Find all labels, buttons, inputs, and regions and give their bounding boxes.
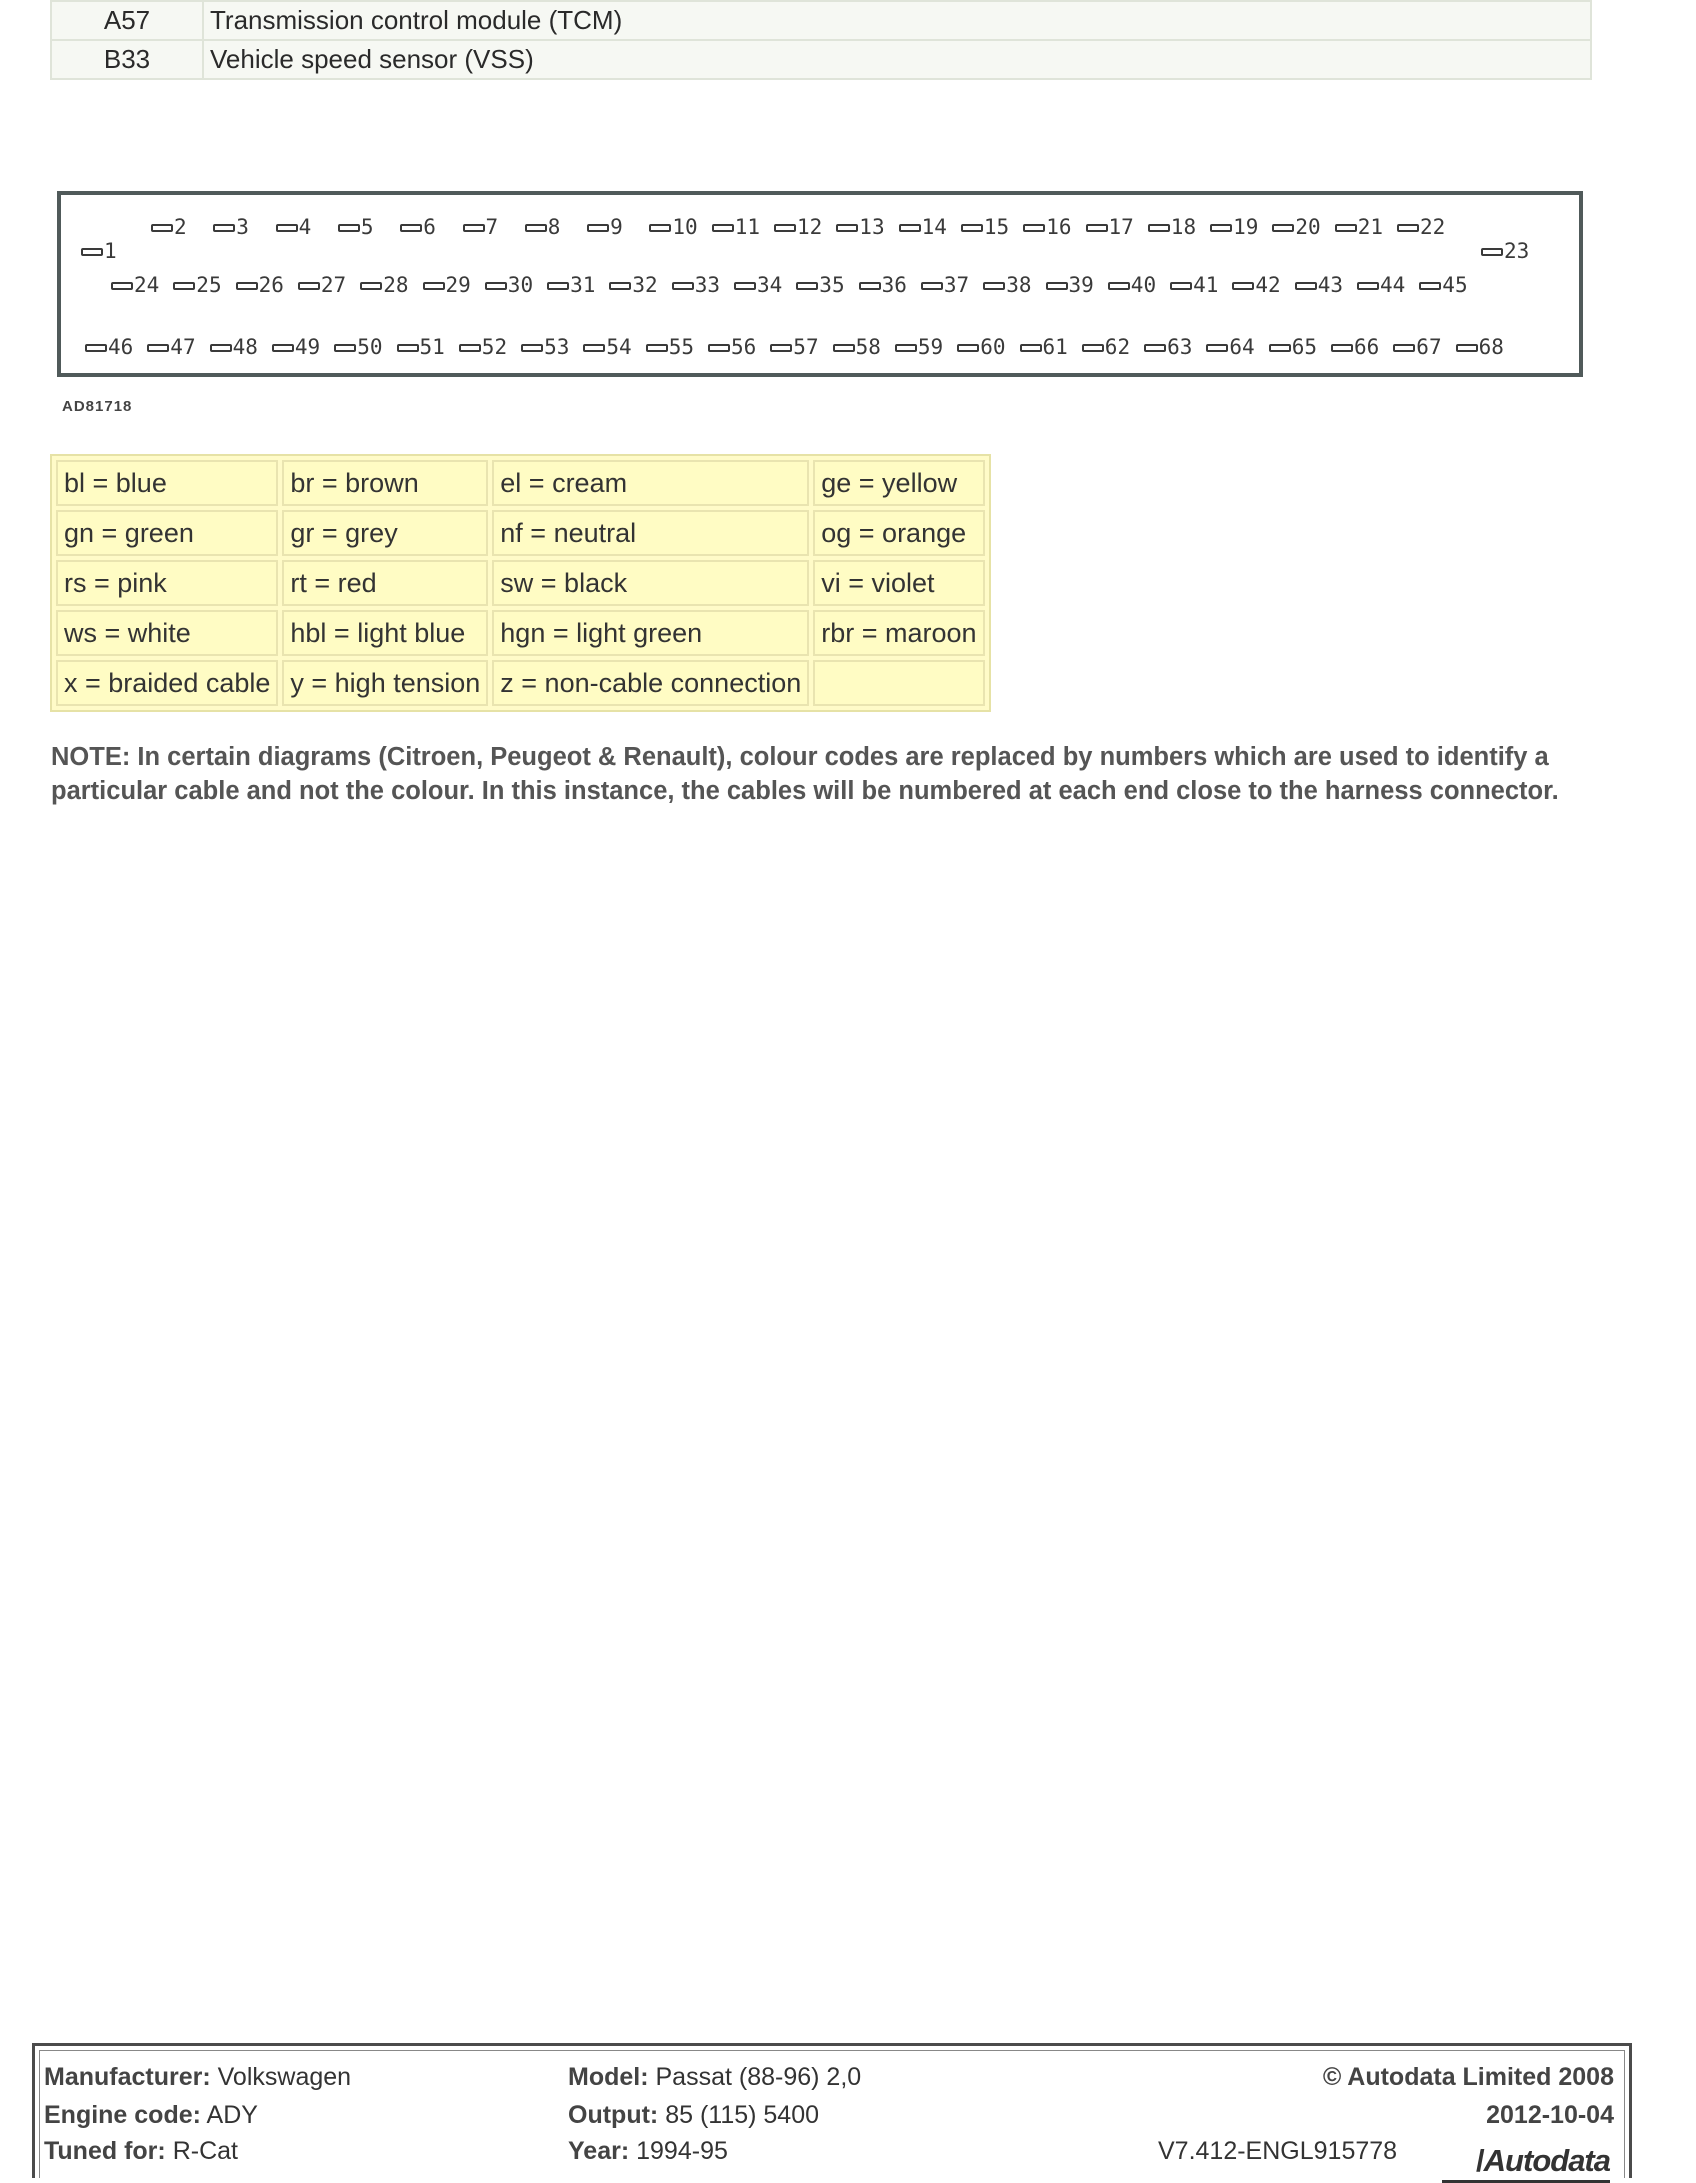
pin-socket-icon — [957, 344, 979, 352]
connector-pin-3 — [213, 217, 249, 238]
pin-socket-icon — [298, 282, 320, 290]
pin-number: 60 — [980, 335, 1006, 359]
pin-number: 15 — [983, 215, 1010, 239]
pin-number: 52 — [481, 335, 508, 359]
pin-socket-icon — [1335, 224, 1357, 232]
connector-pin-6 — [400, 217, 436, 238]
connector-pin-54 — [583, 337, 631, 358]
year-value: 1994-95 — [636, 2137, 728, 2165]
pin-number: 30 — [507, 273, 534, 297]
legend-cell — [813, 660, 984, 706]
connector-pin-42 — [1232, 275, 1280, 296]
output-field — [568, 2101, 819, 2130]
pin-socket-icon — [1397, 224, 1419, 232]
connector-pin-57 — [770, 337, 818, 358]
pin-socket-icon — [521, 344, 543, 352]
pin-number: 47 — [170, 335, 196, 359]
connector-pin-9 — [587, 217, 623, 238]
pin-socket-icon — [1082, 344, 1104, 352]
pin-socket-icon — [1393, 344, 1415, 352]
model-value: Passat (88-96) 2,0 — [655, 2063, 862, 2091]
pin-socket-icon — [983, 282, 1005, 290]
connector-pin-63 — [1144, 337, 1192, 358]
connector-pin-41 — [1170, 275, 1218, 296]
pin-socket-icon — [796, 282, 818, 290]
connector-pin-51 — [397, 337, 445, 358]
note-text: NOTE: In certain diagrams (Citroen, Peugeot & Renault), colour codes are replaced by numbers which are used to identify a particular cable and not the colour. In this instance, the cables will be numbered at each end close to the harness connector. — [51, 743, 1559, 805]
year-label: Year: — [568, 2137, 630, 2165]
legend-cell: sw = black — [492, 560, 809, 606]
pin-number: 67 — [1416, 335, 1442, 359]
pin-number: 16 — [1046, 215, 1072, 239]
connector-pin-40 — [1108, 275, 1156, 296]
output-label: Output: — [568, 2101, 659, 2129]
connector-pin-11 — [712, 217, 760, 238]
legend-row — [56, 660, 985, 706]
pin-socket-icon — [774, 224, 796, 232]
pin-socket-icon — [895, 344, 917, 352]
pin-socket-icon — [334, 344, 356, 352]
pin-number: 55 — [668, 335, 694, 359]
connector-pin-13 — [836, 217, 884, 238]
pin-socket-icon — [833, 344, 855, 352]
connector-pin-12 — [774, 217, 822, 238]
pin-number: 31 — [570, 273, 596, 297]
pin-socket-icon — [1023, 224, 1045, 232]
pin-number: 34 — [757, 273, 783, 297]
model-label: Model: — [568, 2063, 649, 2091]
pin-number: 29 — [445, 273, 471, 297]
connector-pin-65 — [1269, 337, 1317, 358]
connector-pin-66 — [1331, 337, 1379, 358]
pin-socket-icon — [1086, 224, 1108, 232]
pin-number: 50 — [357, 335, 383, 359]
pin-number: 3 — [236, 215, 249, 239]
pin-socket-icon — [236, 282, 258, 290]
pin-socket-icon — [899, 224, 921, 232]
pin-socket-icon — [423, 282, 445, 290]
component-code: A57 — [51, 1, 203, 40]
pin-number: 54 — [606, 335, 632, 359]
pin-socket-icon — [210, 344, 232, 352]
pin-socket-icon — [1148, 224, 1170, 232]
pin-number: 22 — [1420, 215, 1446, 239]
legend-cell: gn = green — [56, 510, 278, 556]
pin-number: 25 — [196, 273, 222, 297]
legend-cell: bl = blue — [56, 460, 278, 506]
legend-cell: y = high tension — [282, 660, 488, 706]
pin-number: 53 — [544, 335, 570, 359]
component-code: B33 — [51, 40, 203, 79]
connector-pin-30 — [485, 275, 533, 296]
legend-cell: rbr = maroon — [813, 610, 984, 656]
component-table — [50, 0, 1592, 80]
pin-number: 37 — [943, 273, 970, 297]
pin-number: 11 — [734, 215, 760, 239]
pin-socket-icon — [921, 282, 943, 290]
connector-pin-61 — [1020, 337, 1068, 358]
pin-number: 39 — [1068, 273, 1094, 297]
engine-code-label: Engine code: — [44, 2101, 201, 2129]
pin-number: 58 — [855, 335, 881, 359]
year-field — [568, 2137, 728, 2166]
pin-number: 64 — [1229, 335, 1255, 359]
connector-pin-16 — [1023, 217, 1071, 238]
legend-cell: br = brown — [282, 460, 488, 506]
connector-pin-4 — [276, 217, 312, 238]
copyright-text: © Autodata Limited 2008 — [1322, 2063, 1614, 2091]
pin-socket-icon — [173, 282, 195, 290]
pin-socket-icon — [836, 224, 858, 232]
connector-pin-64 — [1206, 337, 1254, 358]
pin-number: 68 — [1478, 335, 1504, 359]
legend-cell: ge = yellow — [813, 460, 984, 506]
pin-number: 36 — [881, 273, 907, 297]
legend-cell: og = orange — [813, 510, 984, 556]
pin-socket-icon — [1046, 282, 1068, 290]
pin-number: 45 — [1442, 273, 1468, 297]
legend-row — [56, 460, 985, 506]
pin-number: 18 — [1170, 215, 1197, 239]
pin-number: 61 — [1042, 335, 1068, 359]
tuned-for-value: R-Cat — [172, 2137, 238, 2165]
pin-socket-icon — [649, 224, 671, 232]
connector-pin-56 — [708, 337, 756, 358]
pin-socket-icon — [1357, 282, 1379, 290]
pin-socket-icon — [360, 282, 382, 290]
pin-number: 17 — [1108, 215, 1134, 239]
pin-number: 32 — [632, 273, 658, 297]
pin-socket-icon — [463, 224, 485, 232]
pin-socket-icon — [961, 224, 983, 232]
pin-number: 66 — [1354, 335, 1380, 359]
connector-pin-67 — [1393, 337, 1441, 358]
colour-code-legend — [50, 454, 991, 712]
pin-socket-icon — [712, 224, 734, 232]
pin-socket-icon — [1170, 282, 1192, 290]
pin-number: 46 — [108, 335, 134, 359]
pin-number: 42 — [1255, 273, 1281, 297]
connector-pin-28 — [360, 275, 408, 296]
pin-socket-icon — [1272, 224, 1294, 232]
table-row — [51, 40, 1591, 79]
pin-number: 12 — [797, 215, 823, 239]
pin-socket-icon — [111, 282, 133, 290]
connector-pin-47 — [147, 337, 195, 358]
pin-socket-icon — [151, 224, 173, 232]
pin-number: 9 — [610, 215, 623, 239]
pin-socket-icon — [397, 344, 419, 352]
connector-pin-46 — [85, 337, 133, 358]
legend-row — [56, 610, 985, 656]
legend-cell: ws = white — [56, 610, 278, 656]
pin-socket-icon — [1210, 224, 1232, 232]
manufacturer-label: Manufacturer: — [44, 2063, 211, 2091]
pin-number: 21 — [1357, 215, 1383, 239]
connector-pin-48 — [210, 337, 258, 358]
pin-number: 28 — [383, 273, 409, 297]
connector-pin-22 — [1397, 217, 1445, 238]
pin-number: 2 — [174, 215, 187, 239]
pin-number: 59 — [917, 335, 944, 359]
pin-socket-icon — [1331, 344, 1353, 352]
legend-cell: x = braided cable — [56, 660, 278, 706]
pin-number: 63 — [1167, 335, 1193, 359]
footer-info-box — [32, 2043, 1632, 2178]
connector-pin-58 — [833, 337, 881, 358]
connector-pin-62 — [1082, 337, 1130, 358]
connector-pin-59 — [895, 337, 943, 358]
pin-number: 7 — [485, 215, 499, 239]
pin-number: 48 — [232, 335, 258, 359]
pin-socket-icon — [147, 344, 169, 352]
pin-number: 6 — [423, 215, 436, 239]
pin-number: 1 — [104, 239, 117, 263]
output-value: 85 (115) 5400 — [665, 2101, 820, 2129]
pin-number: 57 — [793, 335, 819, 359]
legend-cell: el = cream — [492, 460, 809, 506]
engine-code-field — [44, 2101, 258, 2130]
connector-pin-43 — [1295, 275, 1343, 296]
connector-pin-38 — [983, 275, 1031, 296]
manufacturer-field — [44, 2063, 351, 2092]
pin-socket-icon — [1295, 282, 1317, 290]
pin-number: 14 — [921, 215, 947, 239]
version-number: V7.412-ENGL915778 — [1158, 2137, 1398, 2165]
connector-pin-2 — [151, 217, 187, 238]
legend-row — [56, 510, 985, 556]
pin-socket-icon — [1020, 344, 1042, 352]
pin-number: 35 — [819, 273, 845, 297]
pin-number: 65 — [1291, 335, 1317, 359]
pin-number: 5 — [360, 215, 374, 239]
connector-pin-15 — [961, 217, 1009, 238]
pin-number: 49 — [294, 335, 321, 359]
connector-pin-35 — [796, 275, 844, 296]
legend-cell: gr = grey — [282, 510, 488, 556]
pin-socket-icon — [1269, 344, 1291, 352]
table-row — [51, 1, 1591, 40]
pin-socket-icon — [708, 344, 730, 352]
connector-pin-14 — [899, 217, 947, 238]
pin-number: 10 — [672, 215, 698, 239]
connector-pin-50 — [334, 337, 382, 358]
connector-pin-32 — [609, 275, 657, 296]
connector-pin-18 — [1148, 217, 1196, 238]
pin-socket-icon — [338, 224, 360, 232]
logo-text: Autodata — [1483, 2143, 1610, 2178]
pin-socket-icon — [1456, 344, 1478, 352]
connector-pin-53 — [521, 337, 569, 358]
connector-pin-21 — [1335, 217, 1383, 238]
connector-pin-19 — [1210, 217, 1258, 238]
pin-socket-icon — [646, 344, 668, 352]
tuned-for-label: Tuned for: — [44, 2137, 166, 2165]
autodata-logo: /Autodata — [1476, 2143, 1610, 2178]
pin-number: 24 — [134, 273, 160, 297]
pin-socket-icon — [1419, 282, 1441, 290]
connector-pin-37 — [921, 275, 969, 296]
connector-pin-20 — [1272, 217, 1320, 238]
pin-socket-icon — [609, 282, 631, 290]
pin-socket-icon — [272, 344, 294, 352]
pin-socket-icon — [400, 224, 422, 232]
connector-pin-8 — [525, 217, 561, 238]
connector-pin-24 — [111, 275, 159, 296]
pin-number: 27 — [320, 273, 347, 297]
pin-socket-icon — [1144, 344, 1166, 352]
connector-pin-17 — [1086, 217, 1134, 238]
connector-pin-25 — [173, 275, 221, 296]
legend-cell: vi = violet — [813, 560, 984, 606]
pin-socket-icon — [547, 282, 569, 290]
legend-cell: rs = pink — [56, 560, 278, 606]
connector-pin-44 — [1357, 275, 1405, 296]
pin-socket-icon — [459, 344, 481, 352]
legend-cell: nf = neutral — [492, 510, 809, 556]
connector-pin-10 — [649, 217, 697, 238]
connector-pinout-diagram — [57, 191, 1583, 377]
connector-pin-23 — [1481, 241, 1529, 262]
engine-code-value: ADY — [206, 2101, 258, 2129]
connector-pin-55 — [646, 337, 694, 358]
connector-pin-26 — [236, 275, 284, 296]
pin-number: 38 — [1006, 273, 1032, 297]
pin-socket-icon — [525, 224, 547, 232]
pin-number: 51 — [419, 335, 445, 359]
component-description: Transmission control module (TCM) — [203, 1, 1591, 40]
legend-cell: rt = red — [282, 560, 488, 606]
diagram-reference: AD81718 — [62, 398, 133, 415]
pin-number: 43 — [1317, 273, 1343, 297]
model-field — [568, 2063, 861, 2092]
legend-cell: hbl = light blue — [282, 610, 488, 656]
connector-pin-45 — [1419, 275, 1467, 296]
pin-socket-icon — [734, 282, 756, 290]
pin-number: 20 — [1295, 215, 1321, 239]
legend-row — [56, 560, 985, 606]
tuned-for-field — [44, 2137, 238, 2166]
pin-number: 4 — [298, 215, 312, 239]
pin-number: 40 — [1130, 273, 1157, 297]
pin-socket-icon — [770, 344, 792, 352]
pin-number: 13 — [859, 215, 885, 239]
connector-pin-68 — [1456, 337, 1504, 358]
connector-pin-27 — [298, 275, 346, 296]
connector-pin-31 — [547, 275, 595, 296]
connector-pin-60 — [957, 337, 1005, 358]
pin-number: 44 — [1380, 273, 1406, 297]
pin-number: 33 — [694, 273, 720, 297]
pin-socket-icon — [583, 344, 605, 352]
pin-socket-icon — [1206, 344, 1228, 352]
pin-socket-icon — [587, 224, 609, 232]
manufacturer-value: Volkswagen — [217, 2063, 352, 2091]
pin-socket-icon — [1108, 282, 1130, 290]
connector-pin-1 — [81, 241, 117, 262]
pin-socket-icon — [1232, 282, 1254, 290]
pin-socket-icon — [85, 344, 107, 352]
legend-cell: z = non-cable connection — [492, 660, 809, 706]
connector-pin-52 — [459, 337, 507, 358]
pin-number: 41 — [1193, 273, 1219, 297]
pin-socket-icon — [276, 224, 298, 232]
pin-socket-icon — [485, 282, 507, 290]
pin-number: 26 — [258, 273, 284, 297]
pin-socket-icon — [859, 282, 881, 290]
print-date: 2012-10-04 — [1486, 2101, 1614, 2129]
legend-cell: hgn = light green — [492, 610, 809, 656]
connector-pin-34 — [734, 275, 782, 296]
pin-number: 19 — [1233, 215, 1259, 239]
connector-pin-39 — [1046, 275, 1094, 296]
pin-socket-icon — [1481, 248, 1503, 256]
connector-pin-33 — [672, 275, 720, 296]
pin-socket-icon — [672, 282, 694, 290]
connector-pin-29 — [423, 275, 471, 296]
connector-pin-7 — [463, 217, 499, 238]
pin-number: 23 — [1504, 239, 1530, 263]
pin-number: 62 — [1104, 335, 1131, 359]
pin-socket-icon — [213, 224, 235, 232]
connector-pin-49 — [272, 337, 320, 358]
connector-pin-36 — [859, 275, 907, 296]
pin-number: 56 — [731, 335, 757, 359]
connector-pin-5 — [338, 217, 374, 238]
pin-number: 8 — [547, 215, 561, 239]
pin-socket-icon — [81, 248, 103, 256]
component-description: Vehicle speed sensor (VSS) — [203, 40, 1591, 79]
